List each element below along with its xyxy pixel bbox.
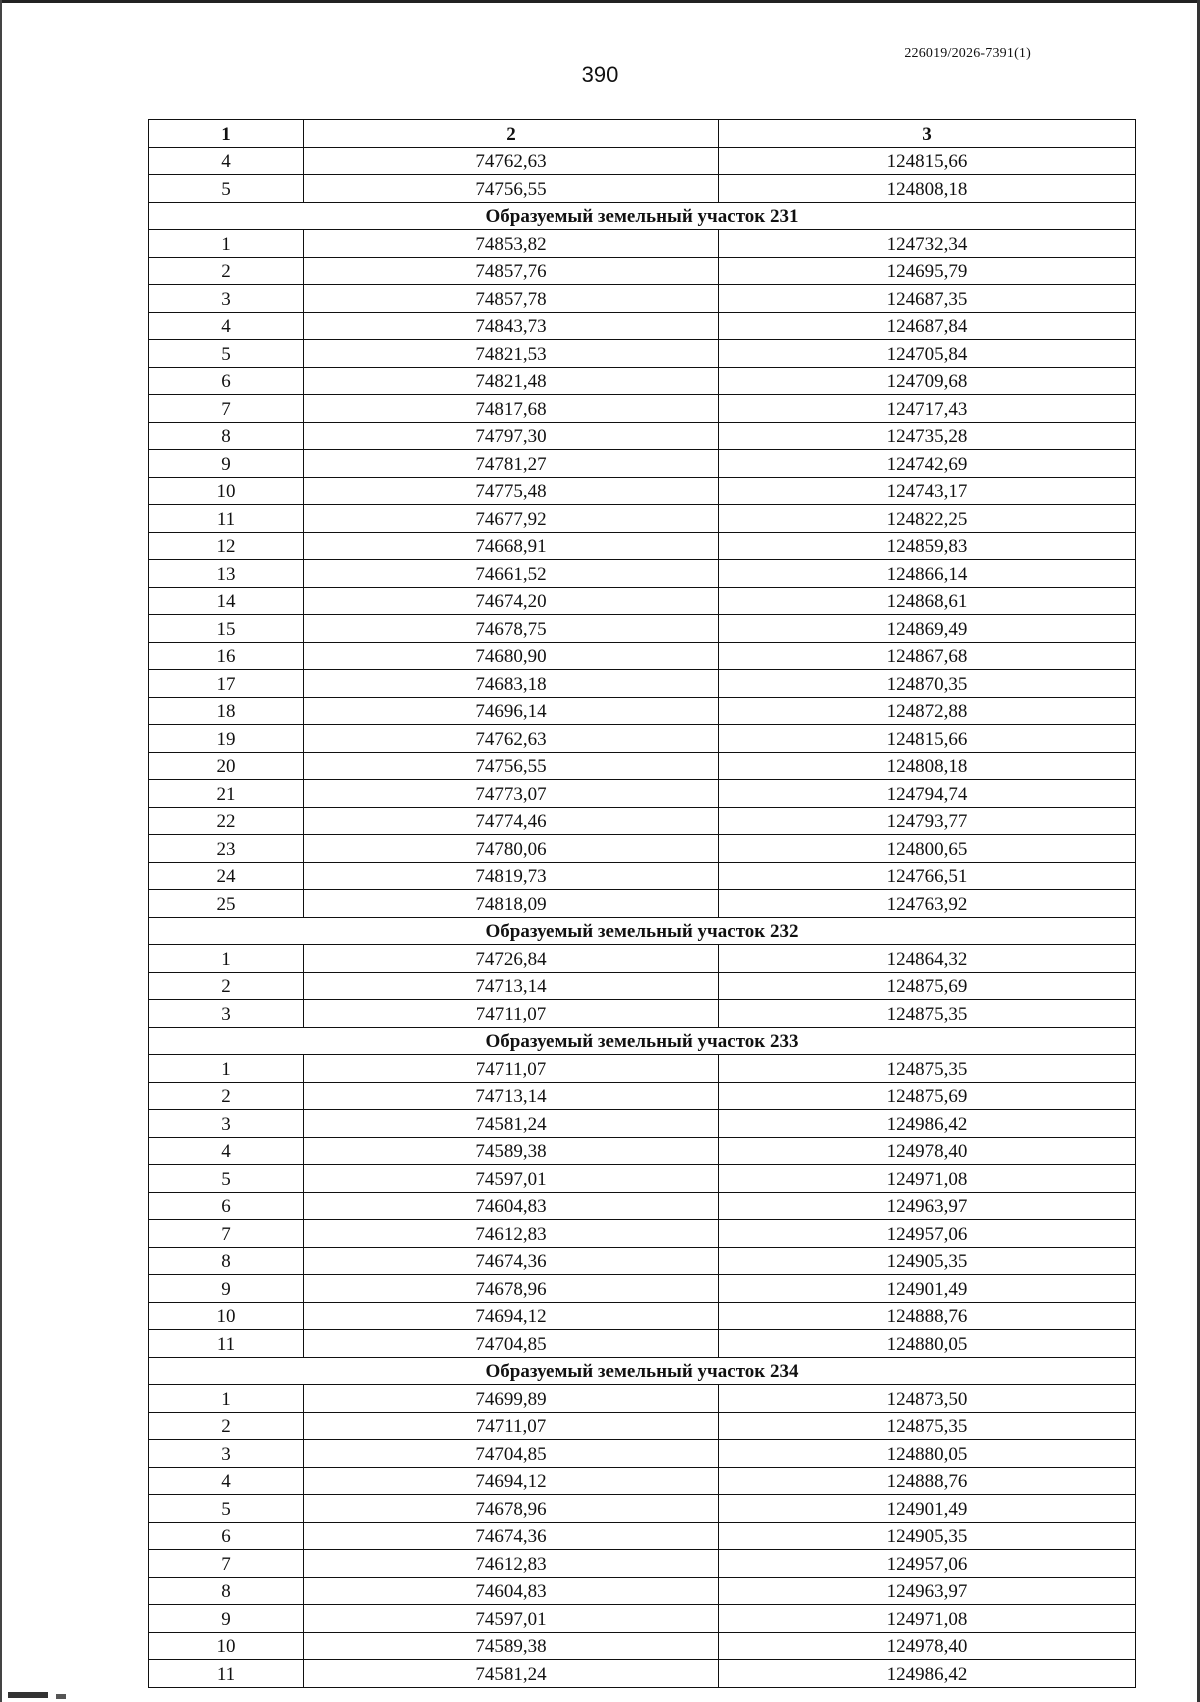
x-coordinate-cell: 74683,18 — [304, 670, 719, 698]
y-coordinate-cell: 124705,84 — [719, 340, 1136, 368]
point-number-cell: 2 — [149, 1082, 304, 1110]
x-coordinate-cell: 74589,38 — [304, 1632, 719, 1660]
y-coordinate-cell: 124971,08 — [719, 1605, 1136, 1633]
point-number-cell: 8 — [149, 1247, 304, 1275]
y-coordinate-cell: 124963,97 — [719, 1577, 1136, 1605]
point-number-cell: 11 — [149, 1330, 304, 1358]
table-row — [149, 587, 1136, 615]
table-row — [149, 230, 1136, 258]
y-coordinate-cell: 124742,69 — [719, 450, 1136, 478]
x-coordinate-cell: 74597,01 — [304, 1605, 719, 1633]
y-coordinate-cell: 124695,79 — [719, 257, 1136, 285]
point-number-cell: 21 — [149, 780, 304, 808]
column-header-y: 3 — [719, 120, 1136, 148]
point-number-cell: 6 — [149, 1192, 304, 1220]
x-coordinate-cell: 74756,55 — [304, 175, 719, 203]
y-coordinate-cell: 124875,35 — [719, 1000, 1136, 1028]
y-coordinate-cell: 124875,35 — [719, 1055, 1136, 1083]
table-row — [149, 1495, 1136, 1523]
x-coordinate-cell: 74694,12 — [304, 1302, 719, 1330]
point-number-cell: 18 — [149, 697, 304, 725]
point-number-cell: 10 — [149, 1632, 304, 1660]
point-number-cell: 4 — [149, 312, 304, 340]
y-coordinate-cell: 124743,17 — [719, 477, 1136, 505]
x-coordinate-cell: 74699,89 — [304, 1385, 719, 1413]
y-coordinate-cell: 124986,42 — [719, 1660, 1136, 1688]
point-number-cell: 1 — [149, 1055, 304, 1083]
x-coordinate-cell: 74711,07 — [304, 1000, 719, 1028]
point-number-cell: 20 — [149, 752, 304, 780]
table-row — [149, 532, 1136, 560]
table-row — [149, 1660, 1136, 1688]
point-number-cell: 5 — [149, 1495, 304, 1523]
table-row — [149, 175, 1136, 203]
point-number-cell: 3 — [149, 1110, 304, 1138]
document-number: 226019/2026-7391(1) — [904, 46, 1031, 61]
y-coordinate-cell: 124888,76 — [719, 1302, 1136, 1330]
y-coordinate-cell: 124875,35 — [719, 1412, 1136, 1440]
table-row — [149, 1247, 1136, 1275]
section-header-row — [149, 1027, 1136, 1055]
table-row — [149, 725, 1136, 753]
y-coordinate-cell: 124808,18 — [719, 752, 1136, 780]
section-header-row — [149, 202, 1136, 230]
x-coordinate-cell: 74674,20 — [304, 587, 719, 615]
point-number-cell: 2 — [149, 1412, 304, 1440]
point-number-cell: 10 — [149, 477, 304, 505]
point-number-cell: 16 — [149, 642, 304, 670]
y-coordinate-cell: 124957,06 — [719, 1220, 1136, 1248]
point-number-cell: 22 — [149, 807, 304, 835]
y-coordinate-cell: 124869,49 — [719, 615, 1136, 643]
y-coordinate-cell: 124815,66 — [719, 725, 1136, 753]
x-coordinate-cell: 74678,96 — [304, 1275, 719, 1303]
table-row — [149, 477, 1136, 505]
x-coordinate-cell: 74780,06 — [304, 835, 719, 863]
y-coordinate-cell: 124794,74 — [719, 780, 1136, 808]
table-row — [149, 1605, 1136, 1633]
point-number-cell: 19 — [149, 725, 304, 753]
point-number-cell: 5 — [149, 340, 304, 368]
point-number-cell: 5 — [149, 1165, 304, 1193]
x-coordinate-cell: 74713,14 — [304, 972, 719, 1000]
x-coordinate-cell: 74704,85 — [304, 1440, 719, 1468]
table-row — [149, 1412, 1136, 1440]
x-coordinate-cell: 74674,36 — [304, 1247, 719, 1275]
table-row — [149, 1220, 1136, 1248]
table-row — [149, 1330, 1136, 1358]
y-coordinate-cell: 124859,83 — [719, 532, 1136, 560]
table-row — [149, 1467, 1136, 1495]
y-coordinate-cell: 124957,06 — [719, 1550, 1136, 1578]
table-row — [149, 862, 1136, 890]
y-coordinate-cell: 124687,35 — [719, 285, 1136, 313]
y-coordinate-cell: 124808,18 — [719, 175, 1136, 203]
y-coordinate-cell: 124901,49 — [719, 1495, 1136, 1523]
scan-border-top — [0, 0, 1200, 3]
table-row — [149, 1632, 1136, 1660]
section-title: Образуемый земельный участок 232 — [149, 917, 1136, 945]
table-row — [149, 752, 1136, 780]
point-number-cell: 4 — [149, 1467, 304, 1495]
x-coordinate-cell: 74581,24 — [304, 1660, 719, 1688]
x-coordinate-cell: 74775,48 — [304, 477, 719, 505]
point-number-cell: 24 — [149, 862, 304, 890]
table-row — [149, 1082, 1136, 1110]
point-number-cell: 9 — [149, 1605, 304, 1633]
x-coordinate-cell: 74857,78 — [304, 285, 719, 313]
table-row — [149, 1110, 1136, 1138]
y-coordinate-cell: 124815,66 — [719, 147, 1136, 175]
x-coordinate-cell: 74581,24 — [304, 1110, 719, 1138]
table-row — [149, 1137, 1136, 1165]
x-coordinate-cell: 74704,85 — [304, 1330, 719, 1358]
point-number-cell: 8 — [149, 1577, 304, 1605]
table-row — [149, 367, 1136, 395]
x-coordinate-cell: 74713,14 — [304, 1082, 719, 1110]
y-coordinate-cell: 124868,61 — [719, 587, 1136, 615]
x-coordinate-cell: 74762,63 — [304, 725, 719, 753]
y-coordinate-cell: 124735,28 — [719, 422, 1136, 450]
x-coordinate-cell: 74604,83 — [304, 1577, 719, 1605]
x-coordinate-cell: 74781,27 — [304, 450, 719, 478]
x-coordinate-cell: 74661,52 — [304, 560, 719, 588]
point-number-cell: 12 — [149, 532, 304, 560]
x-coordinate-cell: 74678,96 — [304, 1495, 719, 1523]
y-coordinate-cell: 124687,84 — [719, 312, 1136, 340]
point-number-cell: 17 — [149, 670, 304, 698]
point-number-cell: 10 — [149, 1302, 304, 1330]
table-row — [149, 1165, 1136, 1193]
x-coordinate-cell: 74821,48 — [304, 367, 719, 395]
y-coordinate-cell: 124763,92 — [719, 890, 1136, 918]
table-row — [149, 340, 1136, 368]
table-row — [149, 615, 1136, 643]
y-coordinate-cell: 124866,14 — [719, 560, 1136, 588]
table-row — [149, 642, 1136, 670]
y-coordinate-cell: 124732,34 — [719, 230, 1136, 258]
point-number-cell: 25 — [149, 890, 304, 918]
y-coordinate-cell: 124905,35 — [719, 1522, 1136, 1550]
table-row — [149, 1577, 1136, 1605]
column-header-x: 2 — [304, 120, 719, 148]
x-coordinate-cell: 74612,83 — [304, 1220, 719, 1248]
point-number-cell: 11 — [149, 1660, 304, 1688]
x-coordinate-cell: 74817,68 — [304, 395, 719, 423]
table-row — [149, 807, 1136, 835]
table-row — [149, 1385, 1136, 1413]
y-coordinate-cell: 124766,51 — [719, 862, 1136, 890]
point-number-cell: 3 — [149, 1000, 304, 1028]
point-number-cell: 7 — [149, 1220, 304, 1248]
y-coordinate-cell: 124880,05 — [719, 1330, 1136, 1358]
table-row — [149, 1440, 1136, 1468]
table-row — [149, 835, 1136, 863]
table-row — [149, 1000, 1136, 1028]
x-coordinate-cell: 74696,14 — [304, 697, 719, 725]
x-coordinate-cell: 74773,07 — [304, 780, 719, 808]
table-row — [149, 1275, 1136, 1303]
table-row — [149, 1302, 1136, 1330]
point-number-cell: 9 — [149, 1275, 304, 1303]
y-coordinate-cell: 124888,76 — [719, 1467, 1136, 1495]
y-coordinate-cell: 124872,88 — [719, 697, 1136, 725]
x-coordinate-cell: 74726,84 — [304, 945, 719, 973]
table-row — [149, 257, 1136, 285]
x-coordinate-cell: 74821,53 — [304, 340, 719, 368]
table-row — [149, 1550, 1136, 1578]
scan-mark — [8, 1692, 48, 1698]
y-coordinate-cell: 124870,35 — [719, 670, 1136, 698]
y-coordinate-cell: 124793,77 — [719, 807, 1136, 835]
x-coordinate-cell: 74668,91 — [304, 532, 719, 560]
section-header-row — [149, 917, 1136, 945]
section-title: Образуемый земельный участок 234 — [149, 1357, 1136, 1385]
table-row — [149, 285, 1136, 313]
x-coordinate-cell: 74843,73 — [304, 312, 719, 340]
point-number-cell: 23 — [149, 835, 304, 863]
x-coordinate-cell: 74711,07 — [304, 1412, 719, 1440]
point-number-cell: 4 — [149, 147, 304, 175]
table-row — [149, 697, 1136, 725]
x-coordinate-cell: 74762,63 — [304, 147, 719, 175]
table-header-row — [149, 120, 1136, 148]
y-coordinate-cell: 124709,68 — [719, 367, 1136, 395]
coordinates-table — [148, 119, 1136, 1688]
point-number-cell: 5 — [149, 175, 304, 203]
table-body — [149, 147, 1136, 1687]
x-coordinate-cell: 74694,12 — [304, 1467, 719, 1495]
point-number-cell: 1 — [149, 230, 304, 258]
table-row — [149, 890, 1136, 918]
x-coordinate-cell: 74857,76 — [304, 257, 719, 285]
y-coordinate-cell: 124717,43 — [719, 395, 1136, 423]
y-coordinate-cell: 124875,69 — [719, 1082, 1136, 1110]
y-coordinate-cell: 124867,68 — [719, 642, 1136, 670]
x-coordinate-cell: 74797,30 — [304, 422, 719, 450]
table-row — [149, 1522, 1136, 1550]
column-header-point: 1 — [149, 120, 304, 148]
point-number-cell: 14 — [149, 587, 304, 615]
point-number-cell: 13 — [149, 560, 304, 588]
point-number-cell: 2 — [149, 972, 304, 1000]
table-row — [149, 945, 1136, 973]
table-row — [149, 147, 1136, 175]
x-coordinate-cell: 74680,90 — [304, 642, 719, 670]
point-number-cell: 3 — [149, 285, 304, 313]
x-coordinate-cell: 74604,83 — [304, 1192, 719, 1220]
y-coordinate-cell: 124901,49 — [719, 1275, 1136, 1303]
point-number-cell: 9 — [149, 450, 304, 478]
point-number-cell: 11 — [149, 505, 304, 533]
y-coordinate-cell: 124822,25 — [719, 505, 1136, 533]
x-coordinate-cell: 74678,75 — [304, 615, 719, 643]
x-coordinate-cell: 74819,73 — [304, 862, 719, 890]
y-coordinate-cell: 124978,40 — [719, 1632, 1136, 1660]
y-coordinate-cell: 124873,50 — [719, 1385, 1136, 1413]
x-coordinate-cell: 74756,55 — [304, 752, 719, 780]
point-number-cell: 15 — [149, 615, 304, 643]
y-coordinate-cell: 124971,08 — [719, 1165, 1136, 1193]
x-coordinate-cell: 74774,46 — [304, 807, 719, 835]
y-coordinate-cell: 124875,69 — [719, 972, 1136, 1000]
x-coordinate-cell: 74674,36 — [304, 1522, 719, 1550]
table-row — [149, 780, 1136, 808]
y-coordinate-cell: 124905,35 — [719, 1247, 1136, 1275]
table-row — [149, 395, 1136, 423]
page-number: 390 — [581, 62, 619, 87]
table-row — [149, 1055, 1136, 1083]
section-title: Образуемый земельный участок 231 — [149, 202, 1136, 230]
x-coordinate-cell: 74612,83 — [304, 1550, 719, 1578]
y-coordinate-cell: 124880,05 — [719, 1440, 1136, 1468]
table-row — [149, 972, 1136, 1000]
x-coordinate-cell: 74677,92 — [304, 505, 719, 533]
y-coordinate-cell: 124963,97 — [719, 1192, 1136, 1220]
point-number-cell: 6 — [149, 367, 304, 395]
table-row — [149, 670, 1136, 698]
table-row — [149, 312, 1136, 340]
table-row — [149, 505, 1136, 533]
scan-border-left — [0, 0, 2, 1702]
point-number-cell: 7 — [149, 1550, 304, 1578]
table-row — [149, 1192, 1136, 1220]
x-coordinate-cell: 74589,38 — [304, 1137, 719, 1165]
point-number-cell: 7 — [149, 395, 304, 423]
point-number-cell: 1 — [149, 1385, 304, 1413]
point-number-cell: 6 — [149, 1522, 304, 1550]
table-row — [149, 422, 1136, 450]
y-coordinate-cell: 124864,32 — [719, 945, 1136, 973]
point-number-cell: 4 — [149, 1137, 304, 1165]
point-number-cell: 1 — [149, 945, 304, 973]
x-coordinate-cell: 74597,01 — [304, 1165, 719, 1193]
scan-mark — [56, 1694, 66, 1699]
section-header-row — [149, 1357, 1136, 1385]
x-coordinate-cell: 74818,09 — [304, 890, 719, 918]
y-coordinate-cell: 124986,42 — [719, 1110, 1136, 1138]
point-number-cell: 2 — [149, 257, 304, 285]
point-number-cell: 8 — [149, 422, 304, 450]
table-row — [149, 450, 1136, 478]
x-coordinate-cell: 74853,82 — [304, 230, 719, 258]
x-coordinate-cell: 74711,07 — [304, 1055, 719, 1083]
point-number-cell: 3 — [149, 1440, 304, 1468]
y-coordinate-cell: 124978,40 — [719, 1137, 1136, 1165]
table-row — [149, 560, 1136, 588]
y-coordinate-cell: 124800,65 — [719, 835, 1136, 863]
section-title: Образуемый земельный участок 233 — [149, 1027, 1136, 1055]
